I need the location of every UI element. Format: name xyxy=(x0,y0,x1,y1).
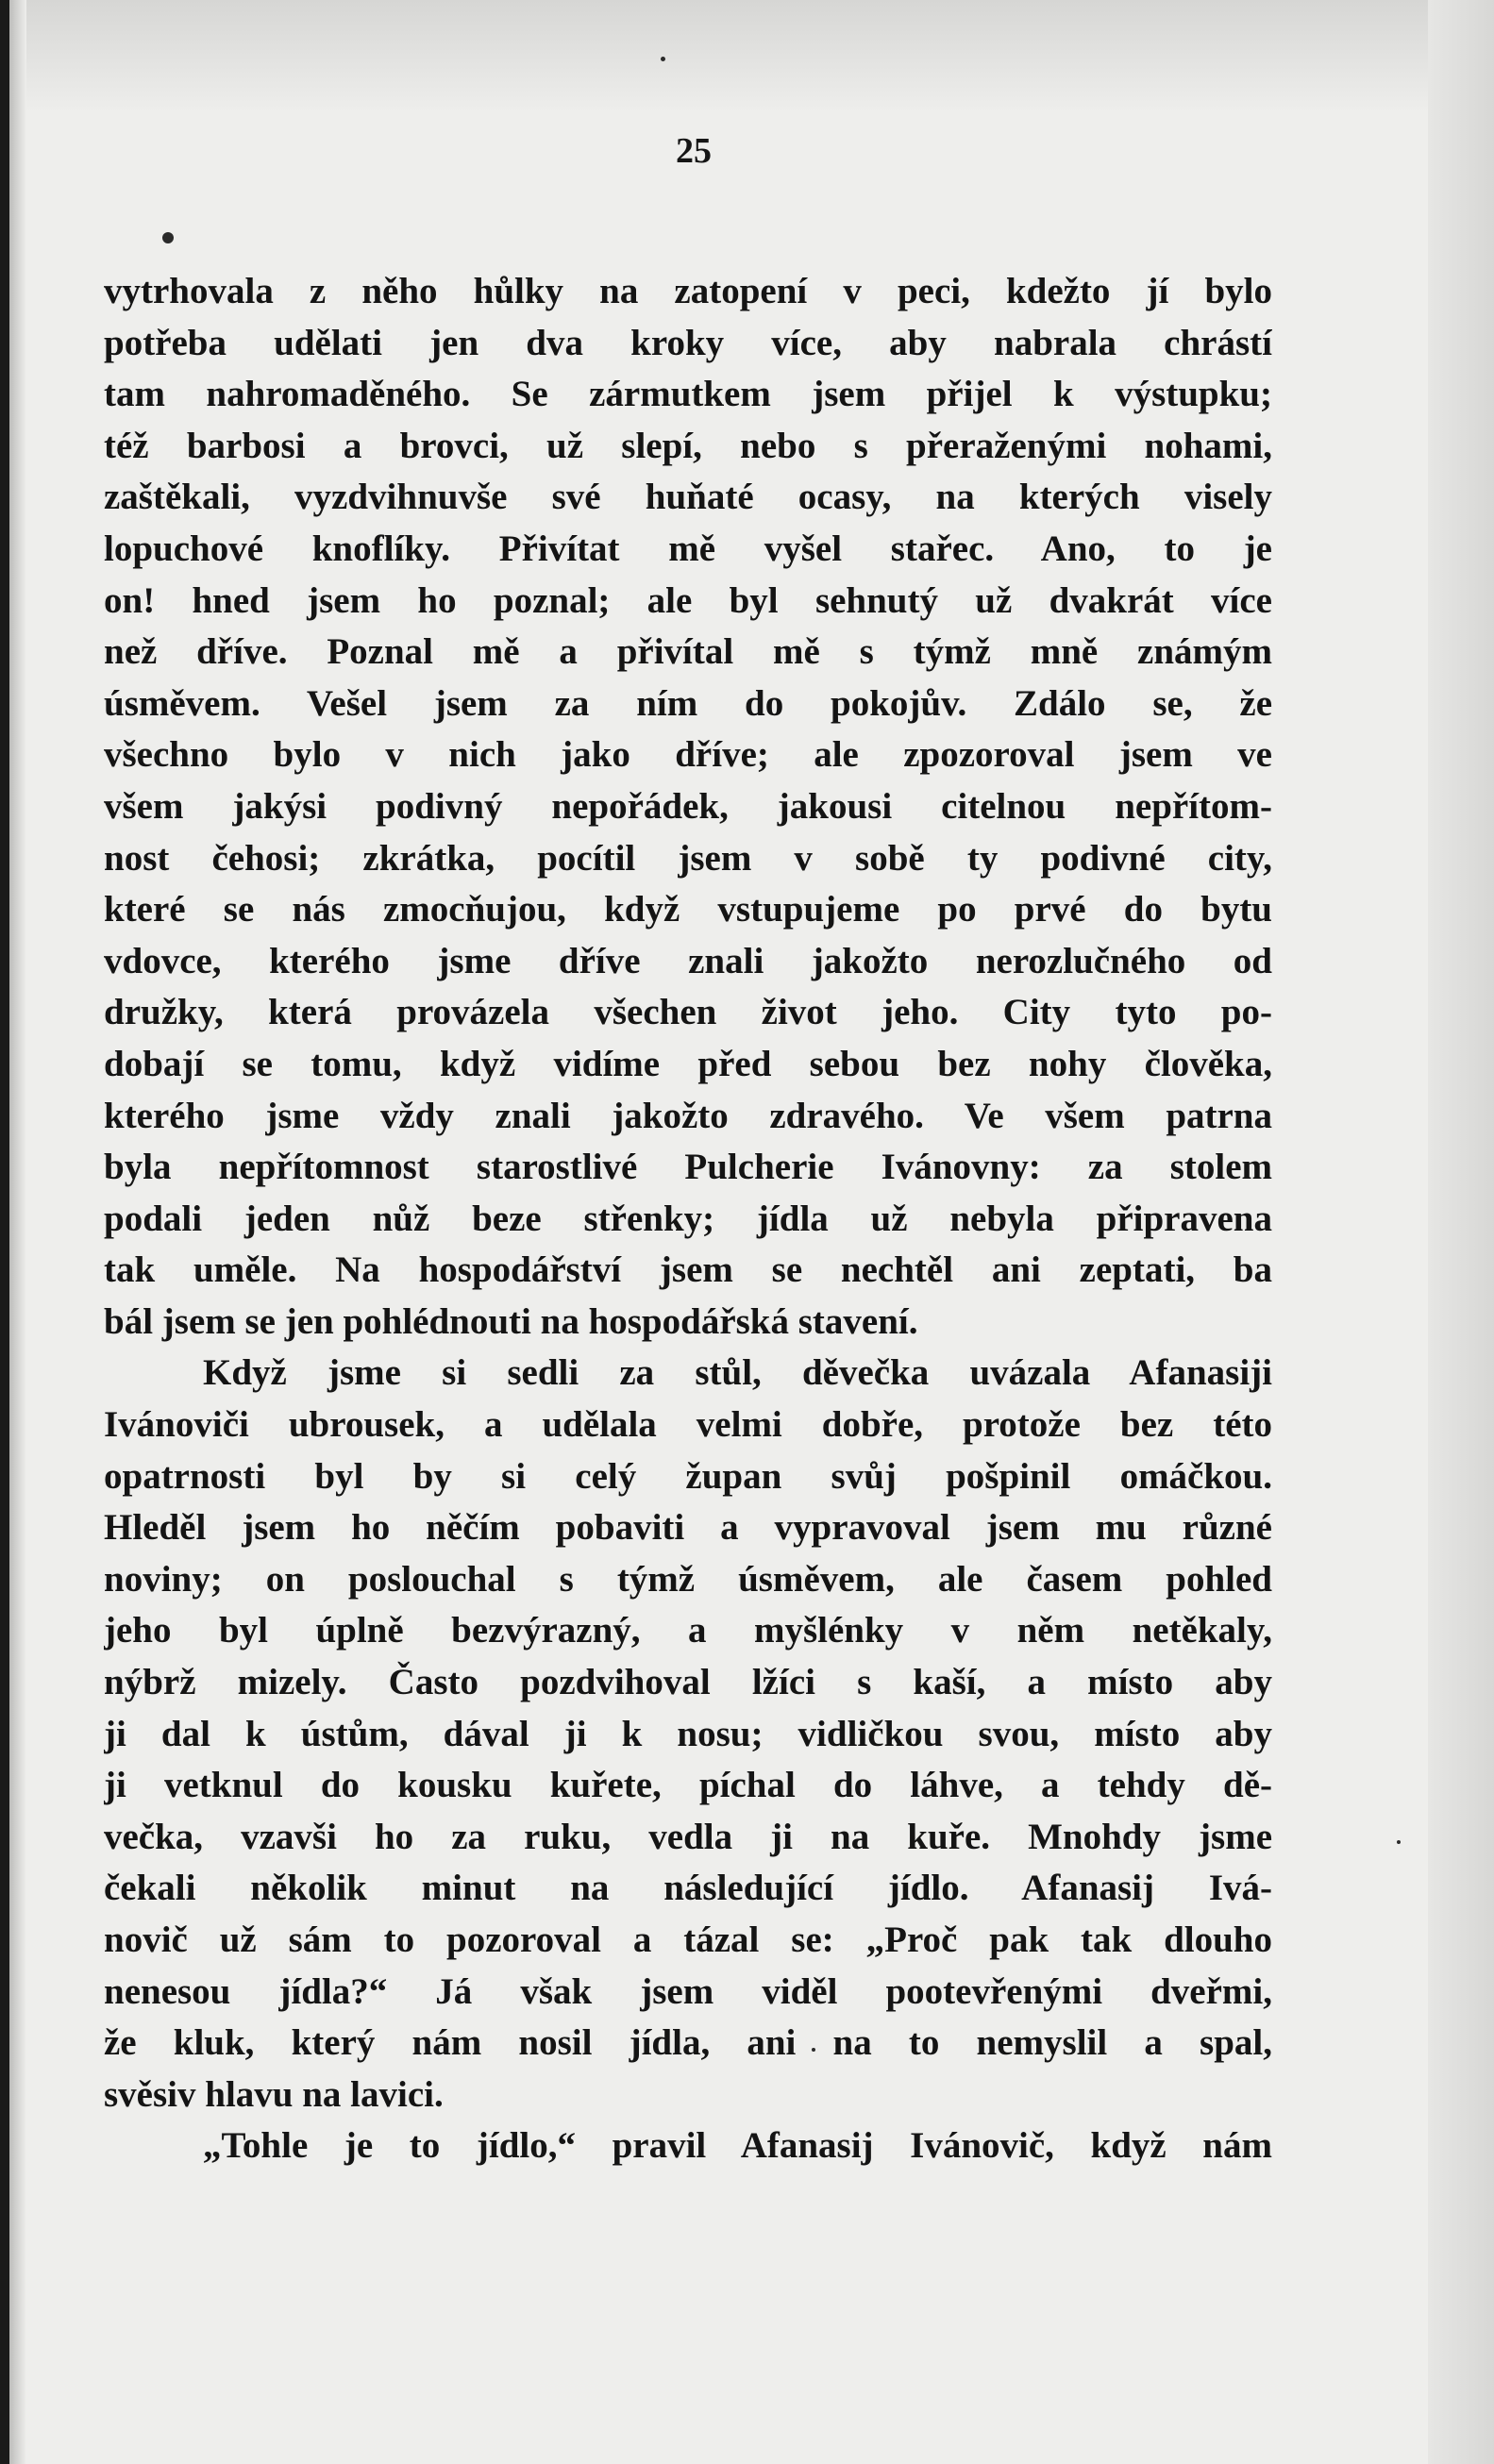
text-line: lopuchové knoflíky. Přivítat mě vyšel stařec. Ano, to je xyxy=(104,528,1272,569)
text-line: jeho byl úplně bezvýrazný, a myšlénky v něm netěkaly, xyxy=(104,1610,1272,1651)
text-line: Ivánoviči ubrousek, a udělala velmi dobře, protože bez této xyxy=(104,1404,1272,1446)
text-line: nost čehosi; zkrátka, pocítil jsem v sobě ty podivné city, xyxy=(104,837,1272,879)
text-line: též barbosi a brovci, už slepí, nebo s přeraženými nohami, xyxy=(104,425,1272,466)
text-line: nenesou jídla?“ Já však jsem viděl pootevřenými dveřmi, xyxy=(104,1970,1272,2012)
text-line: noviny; on poslouchal s týmž úsměvem, ale časem pohled xyxy=(104,1558,1272,1600)
text-line: všem jakýsi podivný nepořádek, jakousi citelnou nepřítom- xyxy=(104,785,1272,827)
top-shading xyxy=(0,0,1494,113)
text-line: ji dal k ústům, dával ji k nosu; vidličkou svou, místo aby xyxy=(104,1713,1272,1754)
text-line: nýbrž mizely. Často pozdvihoval lžíci s kaší, a místo aby xyxy=(104,1662,1272,1703)
left-gutter-shadow xyxy=(9,0,26,2464)
left-binding-edge xyxy=(0,0,9,2464)
body-text xyxy=(104,266,1272,2172)
text-line: podali jeden nůž beze střenky; jídla už nebyla připravena xyxy=(104,1198,1272,1239)
text-line: družky, která provázela všechen život jeho. City tyto po- xyxy=(104,992,1272,1033)
text-line: ji vetknul do kousku kuřete, píchal do láhve, a tehdy dě- xyxy=(104,1765,1272,1806)
text-line: novič už sám to pozoroval a tázal se: „Proč pak tak dlouho xyxy=(104,1919,1272,1960)
text-line: než dříve. Poznal mě a přivítal mě s týmž mně známým xyxy=(104,631,1272,673)
text-line: on! hned jsem ho poznal; ale byl sehnutý už dvakrát více xyxy=(104,579,1272,621)
print-speck xyxy=(162,232,174,243)
text-line: potřeba udělati jen dva kroky více, aby nabrala chrástí xyxy=(104,322,1272,363)
text-line: kterého jsme vždy znali jakožto zdravého. Ve všem patrna xyxy=(104,1095,1272,1136)
print-speck xyxy=(1397,1840,1401,1844)
text-line: byla nepřítomnost starostlivé Pulcherie Ivánovny: za stolem xyxy=(104,1147,1272,1188)
print-speck xyxy=(661,57,665,61)
right-page-edge xyxy=(1428,0,1494,2464)
text-line: vytrhovala z něho hůlky na zatopení v peci, kdežto jí bylo xyxy=(104,271,1272,311)
text-line: dobají se tomu, když vidíme před sebou bez nohy člověka, xyxy=(104,1043,1272,1084)
text-line: zaštěkali, vyzdvihnuvše své huňaté ocasy, na kterých visely xyxy=(104,477,1272,518)
text-line: tam nahromaděného. Se zármutkem jsem přijel k výstupku; xyxy=(104,374,1272,415)
text-line: všechno bylo v nich jako dříve; ale zpozoroval jsem ve xyxy=(104,734,1272,776)
paragraph-last-line: svěsiv hlavu na lavici. xyxy=(104,2073,444,2115)
text-line: které se nás zmocňujou, když vstupujeme po prvé do bytu xyxy=(104,889,1272,930)
text-line: čekali několik minut na následující jídlo. Afanasij Ivá- xyxy=(104,1868,1272,1909)
paragraph-first-line: Když jsme si sedli za stůl, děvečka uvázala Afanasiji xyxy=(203,1352,1272,1394)
text-line: opatrnosti byl by si celý župan svůj pošpinil omáčkou. xyxy=(104,1455,1272,1497)
text-line: Hleděl jsem ho něčím pobaviti a vypravoval jsem mu různé xyxy=(104,1507,1272,1549)
paragraph-last-line: bál jsem se jen pohlédnouti na hospodářská stavení. xyxy=(104,1300,918,1342)
text-line: večka, vzavši ho za ruku, vedla ji na kuře. Mnohdy jsme xyxy=(104,1816,1272,1857)
text-line: úsměvem. Vešel jsem za ním do pokojův. Zdálo se, že xyxy=(104,682,1272,724)
page-number: 25 xyxy=(676,131,712,171)
text-line: vdovce, kterého jsme dříve znali jakožto nerozlučného od xyxy=(104,940,1272,981)
paragraph-first-line: „Tohle je to jídlo,“ pravil Afanasij Ivánovič, když nám xyxy=(203,2125,1272,2167)
text-line: že kluk, který nám nosil jídla, ani na to nemyslil a spal, xyxy=(104,2022,1272,2064)
text-line: tak uměle. Na hospodářství jsem se nechtěl ani zeptati, ba xyxy=(104,1249,1272,1291)
